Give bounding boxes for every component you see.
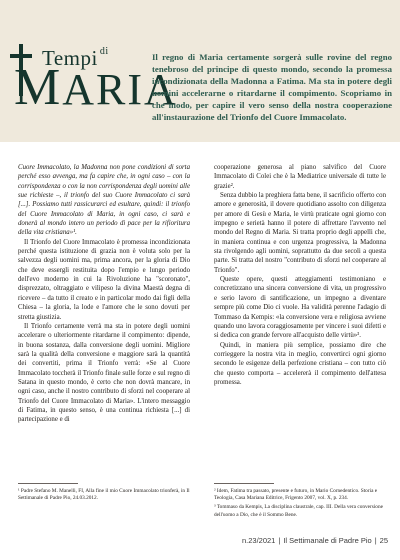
paragraph: Il Trionfo del Cuore Immacolato è promessa incondizionata perché questa istituzione di grazia non è voluta solo per la salvezza degli uomini ma, prima ancora, per la gloria di Dio che deve essergli restituita dopo l'empio e lungo periodo dell'evo moderno in cui la Rivoluzione ha "scoronato", disprezzato, oltraggiato e vilipeso la divina Maestà degna di ricevere – da tutto il creato e in particolar modo dai figli della Chiesa – la gloria, la lode e l'amore che le sono dovuti per stretta giustizia. [18, 238, 190, 321]
tempi-di-maria-logo [10, 44, 178, 124]
magazine-name: Il Settimanale di Padre Pio [283, 536, 372, 545]
footnote-divider [18, 483, 78, 484]
footnote: ² Idem, Fatima tra passato, presente e futuro, in Mario Cornedentico. Storia e Teologia, Casa Mariana Editrice, Frigento 2007, vol. X, p. 234. [214, 488, 378, 502]
paragraph: cooperazione generosa al piano salvifico del Cuore Immacolato di Colei che è la Mediatrice universale di tutte le grazie². [214, 164, 386, 190]
body-column-left [18, 163, 190, 425]
footnote-divider [214, 483, 274, 484]
paragraph: Senza dubbio la preghiera fatta bene, il sacrificio offerto con amore e generosità, il dovere quotidiano assolto con diligenza per amore di Gesù e Maria, le virtù praticate ogni giorno con impegno e serietà hanno il potere di affrettare l'avvento nel mondo del Regno di Maria. Si tratta proprio degli appelli che, in maniera continua e con urgenza progressiva, la Madonna sta rivolgendo agli uomini, soprattutto da due secoli a questa parte. Si tratta del nostro "contributo di sforzi nel cooperare al Trionfo". [214, 192, 386, 274]
article-intro: Il regno di Maria certamente sorgerà sulle rovine del regno tenebroso del principe di questo mondo, secondo la promessa incondizionata della Madonna a Fatima. Ma sta in potere degli uomini accelerarne o ritardarne il compimento. Scopriamo in che modo, per capire il vero senso della nostra cooperazione all'instaurazione del Trionfo del Cuore Immacolato. [152, 52, 392, 122]
footnotes-right [214, 488, 386, 521]
issue-number: n.23/2021 [241, 536, 276, 545]
paragraph: Queste opere, questi atteggiamenti testimoniano e concretizzano una sincera conversione di vita, un progressivo e serio lavoro di santificazione, un impegno a diventare sempre più come Dio ci vuole. Ha validità perenne l'adagio di Tommaso da Kempis: «la conversione vera e religiosa avviene quando uno lavora coraggiosamente per vincere i suoi difetti e si dedica con grande fervore all'acquisto delle virtù»³. [214, 276, 386, 340]
paragraph: Il Trionfo certamente verrà ma sta in potere degli uomini accelerare o ulteriormente ritardarne il compimento: dipende, in buona sostanza, dalla conversione degli uomini. Migliore sarà la qualità della conversione e maggiore sarà la quantità dei convertiti, prima il Trionfo verrà: «Se al Cuore Immacolato toccherà il Trionfo finale sulle forze e sul regno di Satana in questo mondo, è certo che non dovrà mancare, in ogni caso, anche il nostro contributo di sforzi nel cooperare al Trionfo del Cuore Immacolato di Maria». L'intero messaggio di Fatima, in questo senso, è una continua richiesta [...] di partecipazione e di [18, 322, 190, 424]
paragraph: Quindi, in maniera più semplice, possiamo dire che corrieggere la nostra vita in meglio, convertirci ogni giorno secondo le esigenze della perfezione cristiana – con tutto ciò che questo comporta – accelererà il compimento dell'attesa promessa. [214, 341, 386, 386]
logo-tempi: Tempi $^{di}$ [42, 46, 109, 70]
page-number: 25 [379, 536, 388, 545]
header-banner [0, 0, 400, 142]
body-column-right [214, 163, 386, 387]
paragraph: Cuore Immacolato, la Madonna non pone condizioni di sorta perché esso avvenga, ma fa capire che, in ogni caso – con la corrispondenza o con la non corrispondenza degli uomini alle sue richieste –, il trionfo del suo Cuore Immacolato ci sarà [...]. Possiamo tutti rassicurarci ed esultare, quindi: il trionfo del Cuore Immacolato di Maria, in ogni caso, ci sarà e donerà al mondo intero un periodo di pace per la rifioritura della vita cristiana»¹. [18, 164, 190, 237]
page-footer: n.23/2021 | Il Settimanale di Padre Pio | 25 [241, 536, 388, 545]
footnote: ³ Tommaso da Kempis, La disciplina claustrale, cap. III. Della vera conversione dell'uomo a Dio, che è il Sommo Bene. [214, 504, 383, 518]
footnote: ¹ Padre Stefano M. Manelli, FI, Alla fine il mio Cuore Immacolato trionferà, in Il Settimanale di Padre Pio, 24.03.2012. [18, 488, 190, 502]
footnotes-left [18, 488, 190, 504]
logo-maria: MARIA [14, 59, 178, 116]
